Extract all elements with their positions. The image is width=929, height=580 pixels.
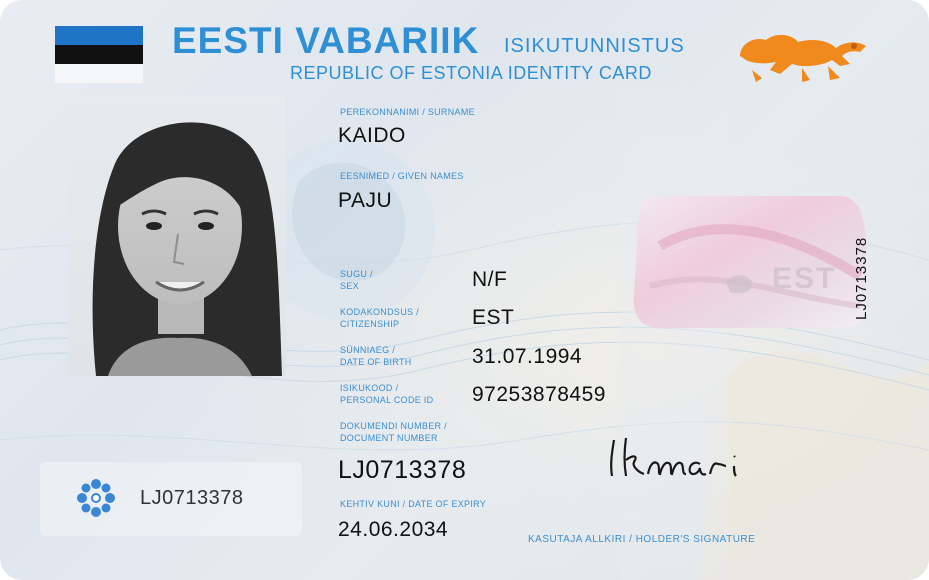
document-number-label-et: DOKUMENDI NUMBER / [340, 421, 447, 431]
sex-value: N/F [472, 268, 508, 291]
citizenship-label-en: CITIZENSHIP [340, 319, 400, 329]
country-title: EESTI VABARIIK [172, 20, 480, 61]
holder-photo [68, 96, 286, 376]
surname-value: KAIDO [338, 124, 406, 147]
estonian-flag-icon [55, 26, 143, 83]
signature-label: KASUTAJA ALLKIRI / HOLDER'S SIGNATURE [528, 534, 756, 545]
personal-code-label-en: PERSONAL CODE ID [340, 395, 434, 405]
holder-signature [600, 430, 760, 485]
cornflower-icon [74, 476, 118, 520]
english-title: REPUBLIC OF ESTONIA IDENTITY CARD [290, 63, 652, 83]
sex-label-et: SUGU / [340, 269, 373, 279]
hologram-text: EST [772, 262, 837, 295]
document-number-label-en: DOCUMENT NUMBER [340, 433, 438, 443]
dob-value: 31.07.1994 [472, 345, 583, 368]
sex-label-en: SEX [340, 281, 359, 291]
dob-label-et: SÜNNIAEG / [340, 345, 396, 355]
surname-label: PEREKONNANIMI / SURNAME [340, 107, 475, 117]
document-number-value: LJ0713378 [338, 456, 467, 484]
document-type-title: ISIKUTUNNISTUS [504, 35, 685, 57]
hologram [630, 186, 866, 331]
expiry-value: 24.06.2034 [338, 518, 449, 541]
lion-coat-of-arms-icon [732, 26, 872, 86]
citizenship-label-et: KODAKONDSUS / [340, 307, 419, 317]
expiry-label: KEHTIV KUNI / DATE OF EXPIRY [340, 499, 487, 509]
personal-code-value: 97253878459 [472, 383, 606, 406]
vertical-document-number: LJ0713378 [853, 236, 870, 320]
small-document-number: LJ0713378 [140, 487, 244, 509]
given-names-label: EESNIMED / GIVEN NAMES [340, 171, 464, 181]
given-names-value: PAJU [338, 189, 393, 212]
personal-code-label-et: ISIKUKOOD / [340, 383, 399, 393]
citizenship-value: EST [472, 306, 515, 329]
dob-label-en: DATE OF BIRTH [340, 357, 412, 367]
